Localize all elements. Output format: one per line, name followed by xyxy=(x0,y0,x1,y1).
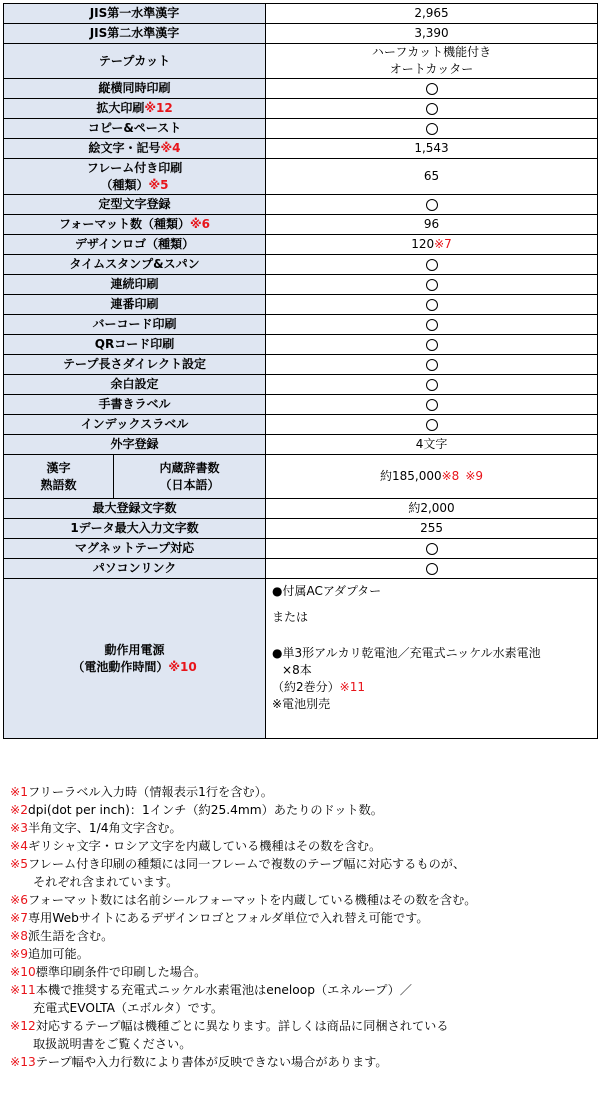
spec-value xyxy=(266,44,598,79)
label-text: 連続印刷 xyxy=(110,277,159,291)
label-text: JIS第二水準漢字 xyxy=(89,26,180,40)
spec-label xyxy=(4,415,266,435)
spec-label xyxy=(4,79,266,99)
footnote-item xyxy=(10,945,595,963)
footnote-mark: ※8 xyxy=(10,929,28,943)
spec-label xyxy=(4,559,266,579)
spec-value xyxy=(266,455,598,499)
spec-label xyxy=(4,315,266,335)
footnote-text: フレーム付き印刷の種類には同一フレームで複数のテープ幅に対応するものが、 xyxy=(27,857,466,871)
label-text: 縦横同時印刷 xyxy=(98,81,171,95)
label-text: 定型文字登録 xyxy=(98,197,171,211)
note-ref: ※10 xyxy=(168,659,197,674)
footnote-continuation: それぞれ含まれています。 xyxy=(33,875,179,889)
footnote-text: フリーラベル入力時（情報表示1行を含む）。 xyxy=(27,785,273,799)
supported-circle-icon xyxy=(426,83,438,95)
kanji-group-label xyxy=(4,455,114,499)
spec-row xyxy=(4,24,598,44)
group-line: 漢字 xyxy=(46,460,71,475)
spec-row xyxy=(4,355,598,375)
spec-value xyxy=(266,415,598,435)
spec-value xyxy=(266,139,598,159)
group-line: 熟語数 xyxy=(40,477,77,492)
spec-row xyxy=(4,415,598,435)
supported-circle-icon xyxy=(426,299,438,311)
footnote-item xyxy=(10,1053,595,1071)
footnote-item xyxy=(10,783,595,801)
power-line: （約2巻分） xyxy=(272,680,340,694)
spec-row xyxy=(4,455,598,499)
spec-label xyxy=(4,159,266,195)
spec-value xyxy=(266,275,598,295)
spec-row xyxy=(4,315,598,335)
label-text: 絵文字・記号 xyxy=(88,141,161,155)
footnote-text: 半角文字、1/4角文字含む。 xyxy=(27,821,182,835)
spec-label xyxy=(4,119,266,139)
spec-row xyxy=(4,375,598,395)
spec-value xyxy=(266,99,598,119)
footnote-text: フォーマット数には名前シールフォーマットを内蔵している機種はその数を含む。 xyxy=(27,893,477,907)
label-text: 余白設定 xyxy=(110,377,159,391)
dictionary-label xyxy=(114,455,266,499)
label-text: 連番印刷 xyxy=(110,297,159,311)
footnote-mark: ※7 xyxy=(10,911,28,925)
spec-row xyxy=(4,539,598,559)
value-text: 255 xyxy=(420,521,443,535)
supported-circle-icon xyxy=(426,103,438,115)
spec-value xyxy=(266,579,598,739)
value-text: 4文字 xyxy=(415,437,448,451)
supported-circle-icon xyxy=(426,379,438,391)
spec-row xyxy=(4,235,598,255)
spec-value xyxy=(266,395,598,415)
power-line: ●付属ACアダプター xyxy=(272,584,382,598)
value-text: 3,390 xyxy=(414,26,449,40)
note-ref: ※11 xyxy=(339,680,365,694)
spec-label xyxy=(4,435,266,455)
spec-value xyxy=(266,159,598,195)
supported-circle-icon xyxy=(426,339,438,351)
label-text: マグネットテープ対応 xyxy=(74,541,195,555)
label-text: パソコンリンク xyxy=(92,561,177,575)
value-text: 2,965 xyxy=(414,6,449,20)
spec-row xyxy=(4,295,598,315)
footnote-mark: ※6 xyxy=(10,893,28,907)
spec-row xyxy=(4,275,598,295)
sub-line: （日本語） xyxy=(159,477,220,492)
value-text: 1,543 xyxy=(414,141,449,155)
supported-circle-icon xyxy=(426,419,438,431)
label-text: テープカット xyxy=(98,53,171,68)
footnote-text: 標準印刷条件で印刷した場合。 xyxy=(35,965,207,979)
supported-circle-icon xyxy=(426,279,438,291)
footnote-mark: ※13 xyxy=(10,1055,36,1069)
spec-value xyxy=(266,519,598,539)
footnote-item xyxy=(10,927,595,945)
value-text: 96 xyxy=(423,217,440,231)
supported-circle-icon xyxy=(426,259,438,271)
note-ref: ※9 xyxy=(465,469,484,483)
spec-value xyxy=(266,539,598,559)
spec-value xyxy=(266,119,598,139)
footnote-item xyxy=(10,981,595,999)
spec-label xyxy=(4,519,266,539)
spec-value xyxy=(266,355,598,375)
value-line: オートカッター xyxy=(389,62,474,76)
label-text: タイムスタンプ&スパン xyxy=(69,257,200,271)
spec-row xyxy=(4,99,598,119)
spec-value xyxy=(266,295,598,315)
supported-circle-icon xyxy=(426,359,438,371)
footnote-text: 対応するテープ幅は機種ごとに異なります。詳しくは商品に同梱されている xyxy=(35,1019,449,1033)
spec-label xyxy=(4,139,266,159)
spec-value xyxy=(266,79,598,99)
note-ref: ※12 xyxy=(144,101,173,115)
footnote-item xyxy=(10,801,595,819)
spec-row xyxy=(4,44,598,79)
power-line: ●単3形アルカリ乾電池／充電式ニッケル水素電池 xyxy=(272,646,541,660)
footnote-mark: ※10 xyxy=(10,965,36,979)
spec-row xyxy=(4,499,598,519)
footnote-text: 専用Webサイトにあるデザインロゴとフォルダ単位で入れ替え可能です。 xyxy=(27,911,429,925)
spec-label xyxy=(4,235,266,255)
spec-label xyxy=(4,44,266,79)
value-line: ハーフカット機能付き xyxy=(371,45,492,59)
spec-value xyxy=(266,315,598,335)
footnote-item xyxy=(10,891,595,909)
spec-value xyxy=(266,335,598,355)
label-text: 最大登録文字数 xyxy=(92,501,177,515)
label-text: コピー&ペースト xyxy=(87,121,182,135)
note-ref: ※6 xyxy=(189,217,210,231)
spec-label xyxy=(4,275,266,295)
footnote-continuation: 取扱説明書をご覧ください。 xyxy=(33,1037,192,1051)
sub-line: 内蔵辞書数 xyxy=(159,460,220,475)
power-line: または xyxy=(272,610,309,624)
value-text: 約2,000 xyxy=(408,501,455,515)
value-text: 120 xyxy=(411,237,435,251)
footnote-mark: ※3 xyxy=(10,821,28,835)
spec-label xyxy=(4,295,266,315)
spec-label xyxy=(4,499,266,519)
supported-circle-icon xyxy=(426,399,438,411)
footnote-mark: ※5 xyxy=(10,857,28,871)
spec-label xyxy=(4,24,266,44)
spec-value xyxy=(266,375,598,395)
footnotes xyxy=(10,783,595,1071)
spec-value xyxy=(266,24,598,44)
spec-value xyxy=(266,235,598,255)
spec-row xyxy=(4,335,598,355)
spec-label xyxy=(4,375,266,395)
footnote-item xyxy=(10,963,595,981)
note-ref: ※5 xyxy=(148,177,169,192)
spec-label xyxy=(4,539,266,559)
footnote-text: 追加可能。 xyxy=(27,947,89,961)
spec-value xyxy=(266,215,598,235)
footnote-item xyxy=(10,1017,595,1035)
note-ref: ※8 xyxy=(441,469,460,483)
spec-value xyxy=(266,195,598,215)
spec-value xyxy=(266,4,598,24)
spec-label xyxy=(4,335,266,355)
value-text: 約185,000 xyxy=(380,469,442,483)
label-text: 手書きラベル xyxy=(98,397,171,411)
spec-label xyxy=(4,579,266,739)
label-text: 1データ最大入力文字数 xyxy=(70,521,199,535)
label-line: 動作用電源 xyxy=(104,642,165,657)
power-line-with-note xyxy=(272,679,591,696)
footnote-text: dpi(dot per inch)：1インチ（約25.4mm）あたりのドット数。 xyxy=(27,803,383,817)
spec-label xyxy=(4,195,266,215)
supported-circle-icon xyxy=(426,199,438,211)
supported-circle-icon xyxy=(426,543,438,555)
spec-label xyxy=(4,99,266,119)
label-text: テープ長さダイレクト設定 xyxy=(63,357,206,371)
spec-row xyxy=(4,215,598,235)
footnote-text: 本機で推奨する充電式ニッケル水素電池はeneloop（エネループ）／ xyxy=(35,983,412,997)
supported-circle-icon xyxy=(426,563,438,575)
supported-circle-icon xyxy=(426,319,438,331)
spec-label xyxy=(4,4,266,24)
footnote-item xyxy=(10,837,595,855)
spec-row xyxy=(4,519,598,539)
spec-row xyxy=(4,159,598,195)
label-text: デザインロゴ（種類） xyxy=(74,237,195,251)
footnote-text: 派生語を含む。 xyxy=(27,929,114,943)
spec-value xyxy=(266,559,598,579)
power-line: ×8本 xyxy=(282,663,312,677)
label-text: インデックスラベル xyxy=(80,417,189,431)
spec-row xyxy=(4,579,598,739)
label-line: フレーム付き印刷 xyxy=(86,160,183,175)
footnote-mark: ※12 xyxy=(10,1019,36,1033)
spec-row xyxy=(4,119,598,139)
footnote-mark: ※1 xyxy=(10,785,28,799)
spec-row xyxy=(4,255,598,275)
spec-row xyxy=(4,435,598,455)
spec-row xyxy=(4,195,598,215)
label-text: バーコード印刷 xyxy=(92,317,177,331)
label-line: （電池動作時間） xyxy=(72,659,169,674)
spec-value xyxy=(266,255,598,275)
supported-circle-icon xyxy=(426,123,438,135)
label-text: 拡大印刷 xyxy=(96,101,145,115)
note-ref: ※7 xyxy=(434,237,452,251)
spec-label xyxy=(4,255,266,275)
spec-table xyxy=(3,3,598,739)
footnote-mark: ※4 xyxy=(10,839,28,853)
spec-value xyxy=(266,435,598,455)
footnote-item xyxy=(10,855,595,873)
value-text: 65 xyxy=(423,169,440,183)
spec-row xyxy=(4,395,598,415)
label-text: QRコード印刷 xyxy=(94,337,175,351)
spec-row xyxy=(4,79,598,99)
footnote-text: ギリシャ文字・ロシア文字を内蔵している機種はその数を含む。 xyxy=(27,839,382,853)
footnote-continuation: 充電式EVOLTA（エボルタ）です。 xyxy=(33,1001,224,1015)
spec-value xyxy=(266,499,598,519)
spec-label xyxy=(4,395,266,415)
spec-label xyxy=(4,215,266,235)
footnote-text: テープ幅や入力行数により書体が反映できない場合があります。 xyxy=(35,1055,388,1069)
spec-label xyxy=(4,355,266,375)
label-text: JIS第一水準漢字 xyxy=(89,6,180,20)
power-line: ※電池別売 xyxy=(272,697,331,711)
spec-row xyxy=(4,559,598,579)
label-text: 外字登録 xyxy=(110,437,159,451)
label-line: （種類） xyxy=(100,177,149,192)
spec-row xyxy=(4,139,598,159)
footnote-item xyxy=(10,909,595,927)
note-ref: ※4 xyxy=(160,141,181,155)
footnote-item xyxy=(10,819,595,837)
label-text: フォーマット数（種類） xyxy=(59,217,190,231)
footnote-mark: ※9 xyxy=(10,947,28,961)
spec-row xyxy=(4,4,598,24)
footnote-mark: ※11 xyxy=(10,983,36,997)
footnote-mark: ※2 xyxy=(10,803,28,817)
